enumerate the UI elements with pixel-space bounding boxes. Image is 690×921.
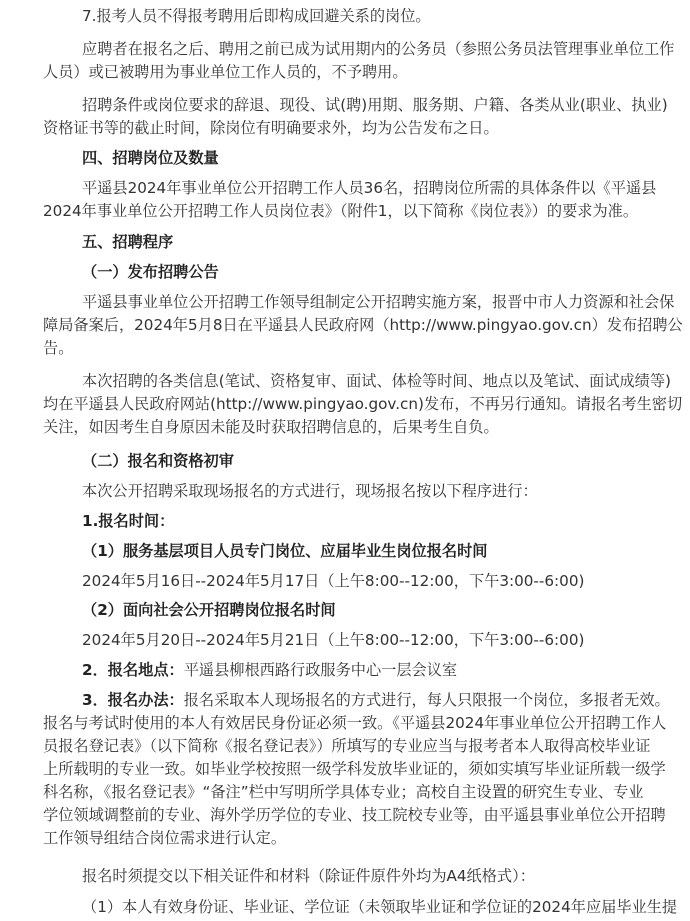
paragraph-line: 上所载明的专业一致。如毕业学校按照一级学科发放毕业证的，须如实填写毕业证所载一级学 bbox=[43, 760, 666, 778]
location-value: 平遥县柳根西路行政服务中心一层会议室 bbox=[183, 661, 458, 679]
paragraph-line: 平遥县2024年事业单位公开招聘工作人员36名，招聘岗位所需的具体条件以《平遥县 bbox=[82, 179, 657, 197]
paragraph-line: 告。 bbox=[43, 339, 74, 357]
method-value: 报名采取本人现场报名的方式进行，每人只限报一个岗位，多报者无效。 bbox=[183, 691, 670, 709]
paragraph-line: （1）本人有效身份证、毕业证、学位证（未领取毕业证和学位证的2024年应届毕业生提 bbox=[82, 898, 678, 916]
item-heading: （2）面向社会公开招聘岗位报名时间 bbox=[82, 601, 336, 619]
paragraph-line: 均在平遥县人民政府网站(http://www.pingyao.gov.cn)发布，不再另行通知。请报名考生密切 bbox=[43, 395, 683, 413]
paragraph-line: 报名时须提交以下相关证件和材料（除证件原件外均为A4纸格式）： bbox=[82, 867, 535, 885]
paragraph-line: 科名称，《报名登记表》“备注”栏中写明所学具体专业；高校自主设置的研究生专业、专业 bbox=[43, 783, 644, 801]
paragraph-line: 障局备案后，2024年5月8日在平遥县人民政府网（http://www.pingyao.gov.cn）发布招聘公 bbox=[43, 316, 683, 334]
paragraph-line: 招聘条件或岗位要求的辞退、现役、试(聘)用期、服务期、户籍、各类从业(职业、执业) bbox=[82, 96, 668, 114]
item-heading: （1）服务基层项目人员专门岗位、应届毕业生岗位报名时间 bbox=[82, 542, 488, 560]
paragraph-line: 关注，如因考生自身原因未能及时获取招聘信息的，后果考生自负。 bbox=[43, 418, 499, 436]
paragraph-line: 2024年事业单位公开招聘工作人员岗位表》（附件1，以下简称《岗位表》）的要求为准。 bbox=[43, 202, 639, 220]
paragraph-line: 资格证书等的截止时间，除岗位有明确要求外，均为公告发布之日。 bbox=[43, 119, 499, 137]
method-label: 3．报名办法： bbox=[82, 691, 184, 709]
section-heading: 四、招聘岗位及数量 bbox=[82, 149, 219, 167]
method-line bbox=[82, 690, 684, 710]
item-heading: 1.报名时间： bbox=[82, 512, 175, 530]
paragraph-line: 员报名登记表》（以下简称《报名登记表》）所填写的专业应当与报考者本人取得高校毕业证 bbox=[43, 737, 651, 755]
paragraph-line: 工作领导组结合岗位需求进行认定。 bbox=[43, 829, 286, 847]
date-range: 2024年5月20日--2024年5月21日（上午8:00--12:00，下午3:00--6:00) bbox=[82, 631, 585, 649]
paragraph-line: 人员）或已被聘用为事业单位工作人员的，不予聘用。 bbox=[43, 63, 408, 81]
paragraph-line: 应聘者在报名之后、聘用之前已成为试用期内的公务员（参照公务员法管理事业单位工作 bbox=[82, 40, 675, 58]
paragraph-line: 报名与考试时使用的本人有效居民身份证必须一致。《平遥县2024年事业单位公开招聘工作人 bbox=[43, 714, 667, 732]
location-label: 2．报名地点： bbox=[82, 661, 184, 679]
paragraph-line: 本次招聘的各类信息(笔试、资格复审、面试、体检等时间、地点以及笔试、面试成绩等) bbox=[82, 372, 671, 390]
paragraph-line: 平遥县事业单位公开招聘工作领导组制定公开招聘实施方案，报晋中市人力资源和社会保 bbox=[82, 293, 675, 311]
date-range: 2024年5月16日--2024年5月17日（上午8:00--12:00，下午3:00--6:00) bbox=[82, 572, 585, 590]
paragraph-line: 学位领域调整前的专业、海外学历学位的专业、技工院校专业等，由平遥县事业单位公开招聘 bbox=[43, 806, 666, 824]
paragraph-line: 本次公开招聘采取现场报名的方式进行，现场报名按以下程序进行： bbox=[82, 482, 538, 500]
paragraph-line: 7.报考人员不得报考聘用后即构成回避关系的岗位。 bbox=[82, 7, 431, 25]
location-line bbox=[82, 660, 684, 680]
section-heading: 五、招聘程序 bbox=[82, 233, 174, 251]
subsection-heading: （一）发布招聘公告 bbox=[82, 263, 219, 281]
subsection-heading: （二）报名和资格初审 bbox=[82, 452, 234, 470]
